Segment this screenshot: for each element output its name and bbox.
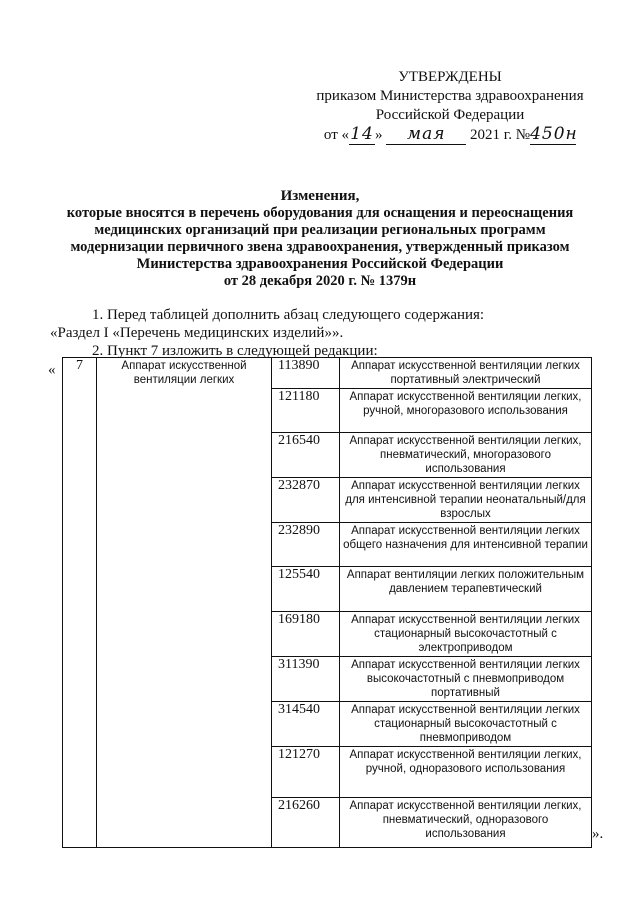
equipment-table: [62, 357, 592, 848]
device-code: 314540: [272, 702, 340, 747]
order-number: 450н: [530, 124, 578, 144]
approval-date-line: [300, 125, 600, 145]
device-name: Аппарат искусственной вентиляции легких высокочастотный с пневмоприводом портативный: [340, 657, 592, 702]
title-line: от 28 декабря 2020 г. № 1379н: [223, 273, 417, 289]
device-code: 232870: [272, 478, 340, 523]
device-code: 121270: [272, 747, 340, 798]
device-code: 232890: [272, 523, 340, 567]
title-line: модернизации первичного звена здравоохранения, утвержденный приказом: [70, 239, 570, 255]
device-code: 121180: [272, 389, 340, 433]
approval-block: [300, 68, 600, 145]
item-name: Аппарат искусственной вентиляции легких: [97, 358, 272, 848]
device-code: 216540: [272, 433, 340, 478]
paragraph-1: 1. Перед таблицей дополнить абзац следующего содержания:: [92, 307, 485, 323]
title-main: Изменения,: [280, 188, 360, 204]
title-line: которые вносятся в перечень оборудования для оснащения и переоснащения: [66, 205, 574, 221]
date-prefix: от «: [323, 127, 350, 143]
date-month: мая: [386, 125, 466, 145]
device-code: 216260: [272, 798, 340, 848]
table-open-quote: «: [48, 362, 56, 378]
table-close-quote: ».: [592, 826, 604, 842]
title-line: Министерства здравоохранения Российской Федерации: [136, 256, 504, 272]
device-code: 125540: [272, 567, 340, 612]
approval-line-1: приказом Министерства здравоохранения: [316, 88, 584, 104]
device-name: Аппарат искусственной вентиляции легких стационарный высокочастотный с пневмоприводом: [340, 702, 592, 747]
device-name: Аппарат искусственной вентиляции легких, ручной, многоразового использования: [340, 389, 592, 433]
item-number: 7: [63, 358, 97, 848]
device-name: Аппарат вентиляции легких положительным давлением терапевтический: [340, 567, 592, 612]
approval-heading: УТВЕРЖДЕНЫ: [398, 69, 502, 85]
device-name: Аппарат искусственной вентиляции легких стационарный высокочастотный с электроприводом: [340, 612, 592, 657]
date-day: 14: [350, 124, 374, 144]
date-year: 2021 г. №: [470, 127, 531, 143]
date-mid: »: [375, 127, 383, 143]
title-line: медицинских организаций при реализации региональных программ: [94, 222, 546, 238]
device-name: Аппарат искусственной вентиляции легких, ручной, одноразового использования: [340, 747, 592, 798]
device-code: 113890: [272, 358, 340, 389]
device-name: Аппарат искусственной вентиляции легких, пневматический, одноразового использования: [340, 798, 592, 848]
approval-line-2: Российской Федерации: [375, 107, 525, 123]
device-name: Аппарат искусственной вентиляции легких общего назначения для интенсивной терапии: [340, 523, 592, 567]
paragraph-2: 2. Пункт 7 изложить в следующей редакции:: [92, 343, 378, 359]
device-name: Аппарат искусственной вентиляции легких портативный электрический: [340, 358, 592, 389]
table-row: [63, 358, 592, 389]
device-code: 169180: [272, 612, 340, 657]
paragraph-1-quote: «Раздел I «Перечень медицинских изделий»».: [50, 325, 344, 341]
document-title: [50, 188, 590, 290]
device-name: Аппарат искусственной вентиляции легких для интенсивной терапии неонатальный/для взрослых: [340, 478, 592, 523]
device-name: Аппарат искусственной вентиляции легких, пневматический, многоразового использования: [340, 433, 592, 478]
device-code: 311390: [272, 657, 340, 702]
